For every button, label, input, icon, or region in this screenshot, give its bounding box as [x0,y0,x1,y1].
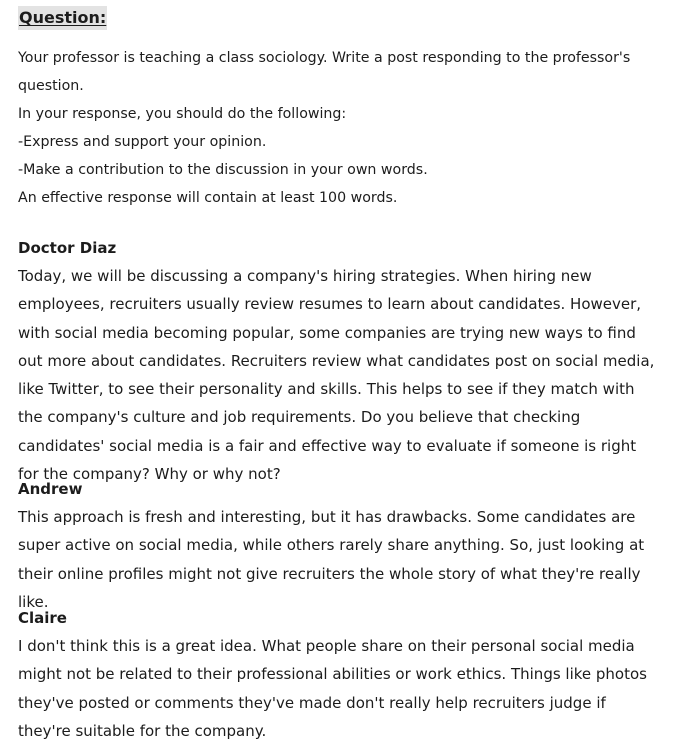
post-body: Today, we will be discussing a company's hiring strategies. When hiring new employees, recruiters usually review resumes to learn about candidates. However, with social media becoming popular, some companies are trying new ways to find out more about candidates. Recruiters review what candidates post on social media, like Twitter, to see their personality and skills. This helps to see if they match with the company's culture and job requirements. Do you believe that checking candidates' social media is a fair and effective way to evaluate if someone is right for the company? Why or why not? [18,267,655,484]
instruction-line: -Express and support your opinion. [18,134,267,150]
instruction-line: Your professor is teaching a class sociology. Write a post responding to the professor's question. [18,50,631,94]
instruction-line: -Make a contribution to the discussion in your own words. [18,162,428,178]
post-doctor-diaz [18,236,658,488]
post-body: I don't think this is a great idea. What people share on their personal social media might not be related to their professional abilities or work ethics. Things like photos they've posted or comments they've made don't really help recruiters judge if they're suitable for the company. [18,637,647,740]
post-author-name: Andrew [18,480,83,498]
post-author-name: Doctor Diaz [18,239,117,257]
post-claire [18,606,658,745]
instruction-line: An effective response will contain at least 100 words. [18,190,398,206]
question-instructions [18,44,648,212]
post-author-name: Claire [18,609,67,627]
question-heading: Question: [18,6,107,30]
post-body: This approach is fresh and interesting, but it has drawbacks. Some candidates are super active on social media, while others rarely share anything. So, just looking at their online profiles might not give recruiters the whole story of what they're really like. [18,508,645,611]
instruction-line: In your response, you should do the following: [18,106,347,122]
post-andrew [18,477,658,616]
